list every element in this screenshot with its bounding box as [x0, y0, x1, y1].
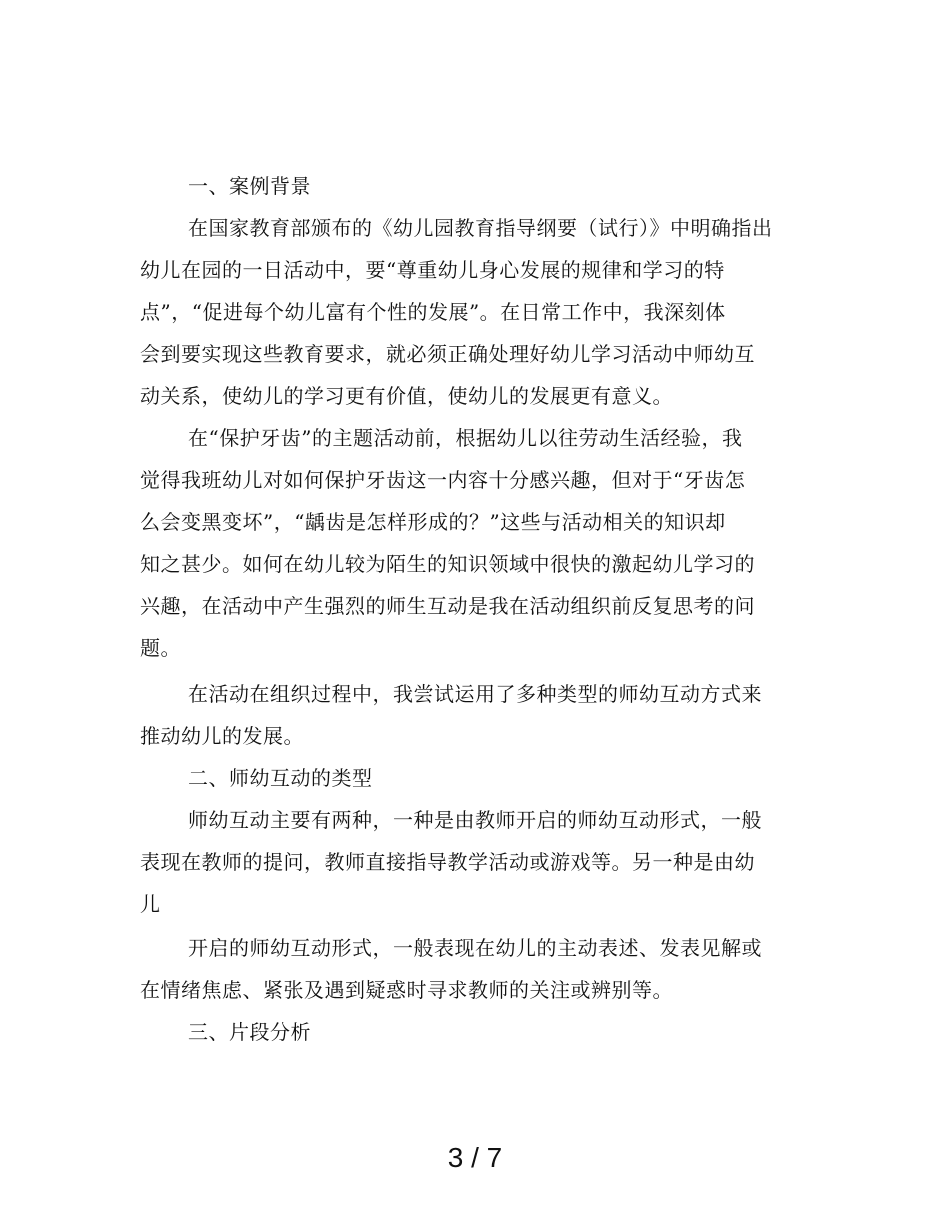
- paragraph-line: 在国家教育部颁布的《幼儿园教育指导纲要（试行）》中明确指出: [188, 216, 773, 240]
- paragraph-line: 兴趣，在活动中产生强烈的师生互动是我在活动组织前反复思考的问: [140, 594, 755, 618]
- paragraph-line: 表现在教师的提问，教师直接指导教学活动或游戏等。另一种是由幼: [140, 850, 755, 874]
- paragraph-line: 么会变黑变坏”，“龋齿是怎样形成的？”这些与活动相关的知识却: [140, 510, 726, 534]
- paragraph-line: 在活动在组织过程中，我尝试运用了多种类型的师幼互动方式来: [188, 682, 762, 706]
- section-heading-analysis: 三、片段分析: [188, 1020, 311, 1044]
- paragraph-line: 动关系，使幼儿的学习更有价值，使幼儿的发展更有意义。: [140, 384, 673, 408]
- paragraph-line: 儿: [140, 892, 161, 916]
- paragraph-line: 在情绪焦虑、紧张及遇到疑惑时寻求教师的关注或辨别等。: [140, 978, 673, 1002]
- section-heading-background: 一、案例背景: [188, 174, 311, 198]
- paragraph-line: 在“保护牙齿”的主题活动前，根据幼儿以往劳动生活经验，我: [188, 426, 743, 450]
- page-number: 3 / 7: [447, 1142, 503, 1173]
- paragraph-line: 会到要实现这些教育要求，就必须正确处理好幼儿学习活动中师幼互: [140, 342, 755, 366]
- paragraph-line: 推动幼儿的发展。: [140, 724, 304, 748]
- paragraph-line: 点”，“促进每个幼儿富有个性的发展”。在日常工作中，我深刻体: [140, 300, 726, 324]
- paragraph-line: 知之甚少。如何在幼儿较为陌生的知识领域中很快的激起幼儿学习的: [140, 552, 755, 576]
- paragraph-line: 幼儿在园的一日活动中，要“尊重幼儿身心发展的规律和学习的特: [140, 258, 725, 282]
- paragraph-line: 师幼互动主要有两种，一种是由教师开启的师幼互动形式，一般: [188, 808, 762, 832]
- paragraph-line: 开启的师幼互动形式，一般表现在幼儿的主动表述、发表见解或: [188, 936, 762, 960]
- section-heading-types: 二、师幼互动的类型: [188, 766, 373, 790]
- paragraph-line: 题。: [140, 636, 181, 660]
- paragraph-line: 觉得我班幼儿对如何保护牙齿这一内容十分感兴趣，但对于“牙齿怎: [140, 468, 746, 492]
